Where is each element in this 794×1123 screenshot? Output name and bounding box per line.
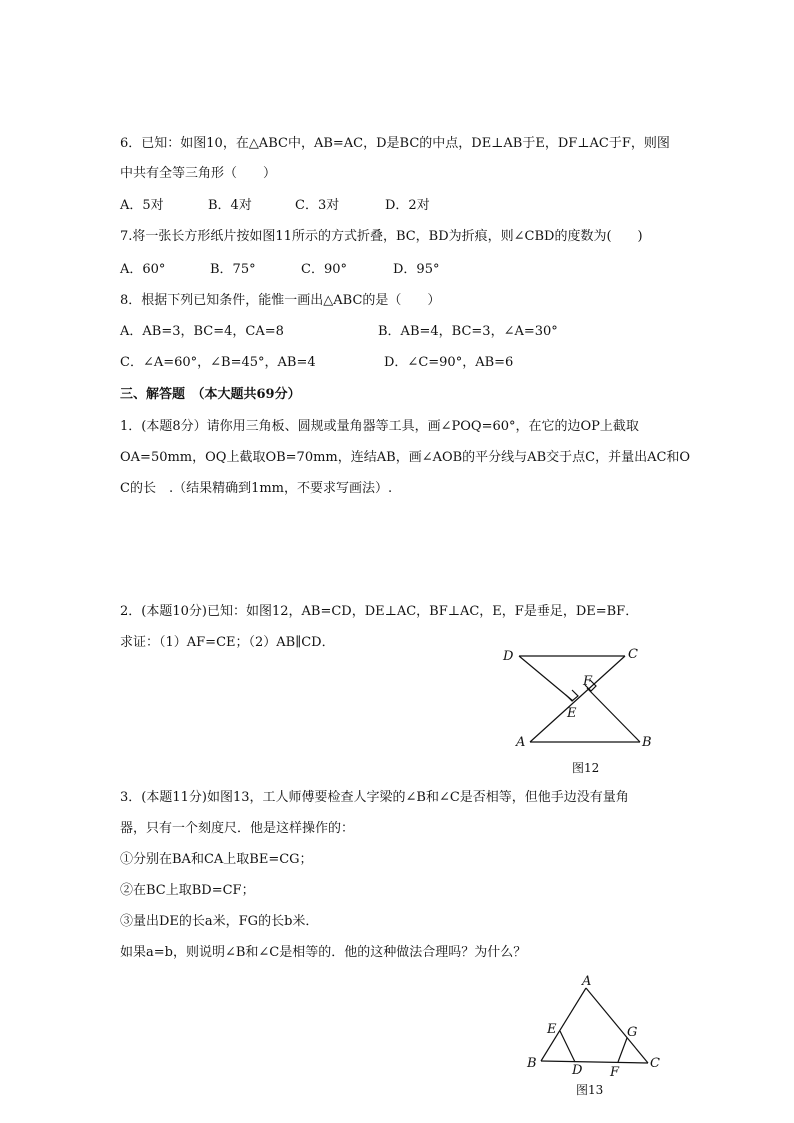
p1-line1: 1．(本题8分）请你用三角板、圆规或量角器等工具，画∠POQ=60°，在它的边OP上截取 — [120, 419, 639, 434]
q8-option-b: B．AB=4，BC=3，∠A=30° — [378, 324, 558, 339]
p3-step3: ③量出DE的长a米，FG的长b米． — [120, 914, 319, 929]
p3-line2: 器，只有一个刻度尺．他是这样操作的： — [120, 821, 355, 836]
fig13-label-f: F — [610, 1065, 620, 1080]
q6-option-a: A．5对 — [120, 198, 164, 213]
q8-option-c: C．∠A=60°，∠B=45°，AB=4 — [120, 355, 316, 370]
p1-line3: C的长 .（结果精确到1mm，不要求写画法）. — [120, 481, 393, 496]
fig12-caption: 图12 — [572, 761, 600, 775]
fig12-label-a: A — [516, 735, 526, 750]
fig12-label-c: C — [628, 647, 638, 662]
fig13-label-e: E — [547, 1022, 557, 1037]
q6-line2: 中共有全等三角形（ ） — [120, 166, 277, 181]
q8-line1: 8．根据下列已知条件，能惟一画出△ABC的是（ ） — [120, 293, 441, 308]
p1-line2: OA=50mm，OQ上截取OB=70mm，连结AB，画∠AOB的平分线与AB交于点C，并量出AC和O — [120, 450, 691, 465]
p3-step2: ②在BC上取BD=CF； — [120, 883, 255, 898]
fig12-label-d: D — [503, 649, 514, 664]
q7-option-d: D．95° — [393, 262, 440, 277]
fig13-label-g: G — [627, 1025, 638, 1040]
q7-line1: 7.将一张长方形纸片按如图11所示的方式折叠，BC，BD为折痕，则∠CBD的度数为( ) — [120, 229, 643, 244]
fig13-caption: 图13 — [576, 1083, 604, 1097]
fig13-label-c: C — [650, 1056, 660, 1071]
p2-line2: 求证：（1）AF=CE；（2）AB∥CD． — [120, 635, 335, 650]
fig12-label-f: F — [583, 674, 593, 689]
p3-line1: 3．(本题11分)如图13，工人师傅要检查人字梁的∠B和∠C是否相等，但他手边没有量角 — [120, 790, 629, 805]
fig13-label-a: A — [582, 974, 592, 989]
q6-option-c: C．3对 — [295, 198, 340, 213]
q7-option-a: A．60° — [120, 262, 166, 277]
q8-option-d: D．∠C=90°，AB=6 — [384, 355, 514, 370]
fig13-label-b: B — [527, 1056, 537, 1071]
q6-option-d: D．2对 — [385, 198, 430, 213]
p3-step1: ①分别在BA和CA上取BE=CG； — [120, 852, 313, 867]
q6-option-b: B．4对 — [208, 198, 252, 213]
q6-line1: 6．已知：如图10，在△ABC中，AB=AC，D是BC的中点，DE⊥AB于E，DF⊥AC于F，则图 — [120, 136, 670, 151]
q7-option-b: B．75° — [210, 262, 256, 277]
q8-option-a: A．AB=3，BC=4，CA=8 — [120, 324, 284, 339]
q7-option-c: C．90° — [301, 262, 347, 277]
fig12-label-e: E — [567, 706, 577, 721]
fig12-label-b: B — [642, 735, 652, 750]
fig13-label-d: D — [572, 1063, 583, 1078]
p3-question: 如果a=b，则说明∠B和∠C是相等的．他的这种做法合理吗？为什么？ — [120, 945, 527, 960]
p2-line1: 2．(本题10分)已知：如图12，AB=CD，DE⊥AC，BF⊥AC，E，F是垂足，DE=BF． — [120, 604, 639, 619]
section-title: 三、解答题 （本大题共69分） — [120, 387, 301, 402]
